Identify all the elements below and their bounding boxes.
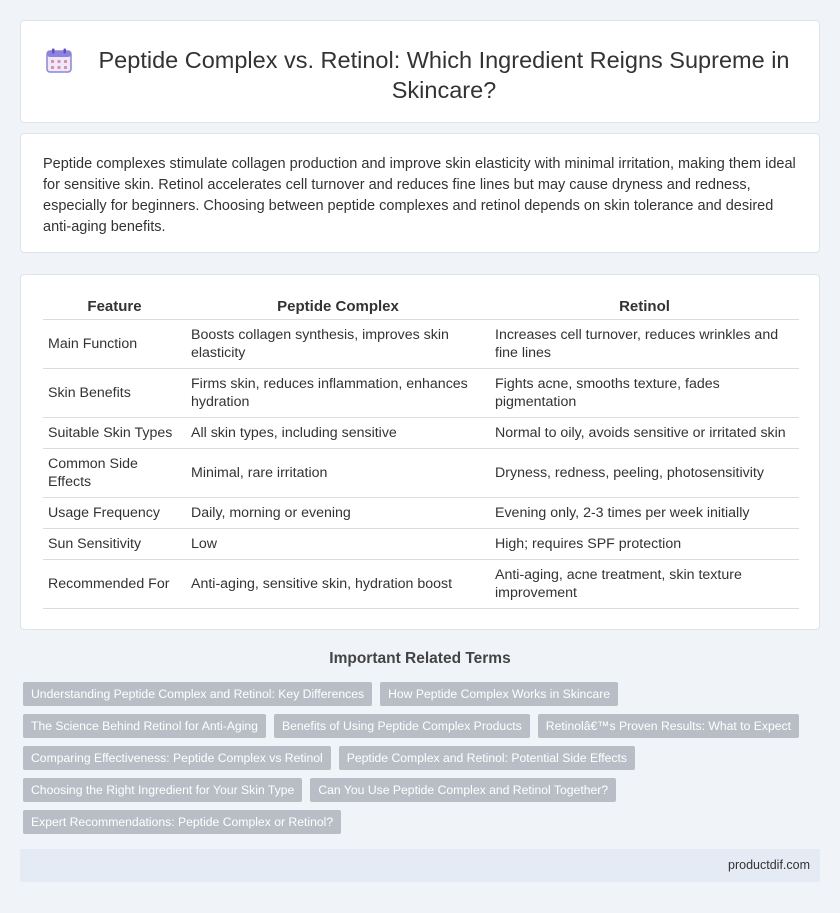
table-cell: High; requires SPF protection — [490, 528, 799, 559]
table-cell: Skin Benefits — [43, 368, 186, 417]
table-cell: Boosts collagen synthesis, improves skin elasticity — [186, 319, 490, 368]
related-terms-heading: Important Related Terms — [329, 650, 511, 667]
column-header-retinol: Retinol — [490, 295, 799, 319]
comparison-table — [43, 295, 799, 609]
table-row — [43, 497, 799, 528]
table-cell: Fights acne, smooths texture, fades pigmentation — [490, 368, 799, 417]
table-cell: Daily, morning or evening — [186, 497, 490, 528]
table-cell: Sun Sensitivity — [43, 528, 186, 559]
related-term-tag[interactable]: How Peptide Complex Works in Skincare — [380, 682, 618, 706]
table-row — [43, 448, 799, 497]
related-term-tag[interactable]: Retinolâ€™s Proven Results: What to Expect — [538, 714, 799, 738]
tag-row — [23, 810, 813, 834]
intro-card — [20, 133, 820, 253]
related-term-tag[interactable]: Comparing Effectiveness: Peptide Complex vs Retinol — [23, 746, 331, 770]
related-term-tag[interactable]: The Science Behind Retinol for Anti-Aging — [23, 714, 266, 738]
table-cell: Dryness, redness, peeling, photosensitivity — [490, 448, 799, 497]
related-term-tag[interactable]: Peptide Complex and Retinol: Potential Side Effects — [339, 746, 635, 770]
table-row — [43, 417, 799, 448]
tag-row — [23, 746, 813, 770]
table-cell: Common Side Effects — [43, 448, 186, 497]
table-cell: Low — [186, 528, 490, 559]
table-cell: Suitable Skin Types — [43, 417, 186, 448]
table-header-row — [43, 295, 799, 319]
table-cell: Anti-aging, sensitive skin, hydration boost — [186, 559, 490, 608]
footer-site-name[interactable]: productdif.com — [728, 858, 810, 872]
column-header-feature: Feature — [43, 295, 186, 319]
column-header-peptide: Peptide Complex — [186, 295, 490, 319]
table-cell: All skin types, including sensitive — [186, 417, 490, 448]
table-cell: Minimal, rare irritation — [186, 448, 490, 497]
page-title: Peptide Complex vs. Retinol: Which Ingredient Reigns Supreme in Skincare? — [98, 47, 790, 103]
footer — [20, 849, 820, 882]
related-term-tag[interactable]: Choosing the Right Ingredient for Your Skin Type — [23, 778, 302, 802]
table-row — [43, 368, 799, 417]
table-cell: Recommended For — [43, 559, 186, 608]
table-cell: Increases cell turnover, reduces wrinkles and fine lines — [490, 319, 799, 368]
related-term-tag[interactable]: Expert Recommendations: Peptide Complex or Retinol? — [23, 810, 341, 834]
table-row — [43, 319, 799, 368]
intro-text: Peptide complexes stimulate collagen production and improve skin elasticity with minimal irritation, making them ideal for sensitive skin. Retinol accelerates cell turnover and reduces fine lines but may cause dryness and redness, especially for beginners. Choosing between peptide complexes and retinol depends on skin tolerance and desired anti-aging benefits. — [43, 156, 796, 235]
title-card — [20, 20, 820, 123]
table-row — [43, 559, 799, 608]
related-term-tag[interactable]: Understanding Peptide Complex and Retinol: Key Differences — [23, 682, 372, 706]
related-term-tag[interactable]: Benefits of Using Peptide Complex Products — [274, 714, 530, 738]
tag-row — [23, 778, 813, 802]
calendar-icon — [46, 48, 72, 74]
table-cell: Evening only, 2-3 times per week initially — [490, 497, 799, 528]
comparison-table-card — [20, 274, 820, 630]
table-cell: Firms skin, reduces inflammation, enhances hydration — [186, 368, 490, 417]
tag-row — [23, 682, 813, 706]
related-term-tag[interactable]: Can You Use Peptide Complex and Retinol Together? — [310, 778, 616, 802]
table-row — [43, 528, 799, 559]
tag-row — [23, 714, 813, 738]
table-cell: Normal to oily, avoids sensitive or irritated skin — [490, 417, 799, 448]
table-cell: Anti-aging, acne treatment, skin texture improvement — [490, 559, 799, 608]
related-terms-list — [23, 682, 813, 842]
table-cell: Usage Frequency — [43, 497, 186, 528]
table-cell: Main Function — [43, 319, 186, 368]
title-wrap — [21, 21, 819, 105]
